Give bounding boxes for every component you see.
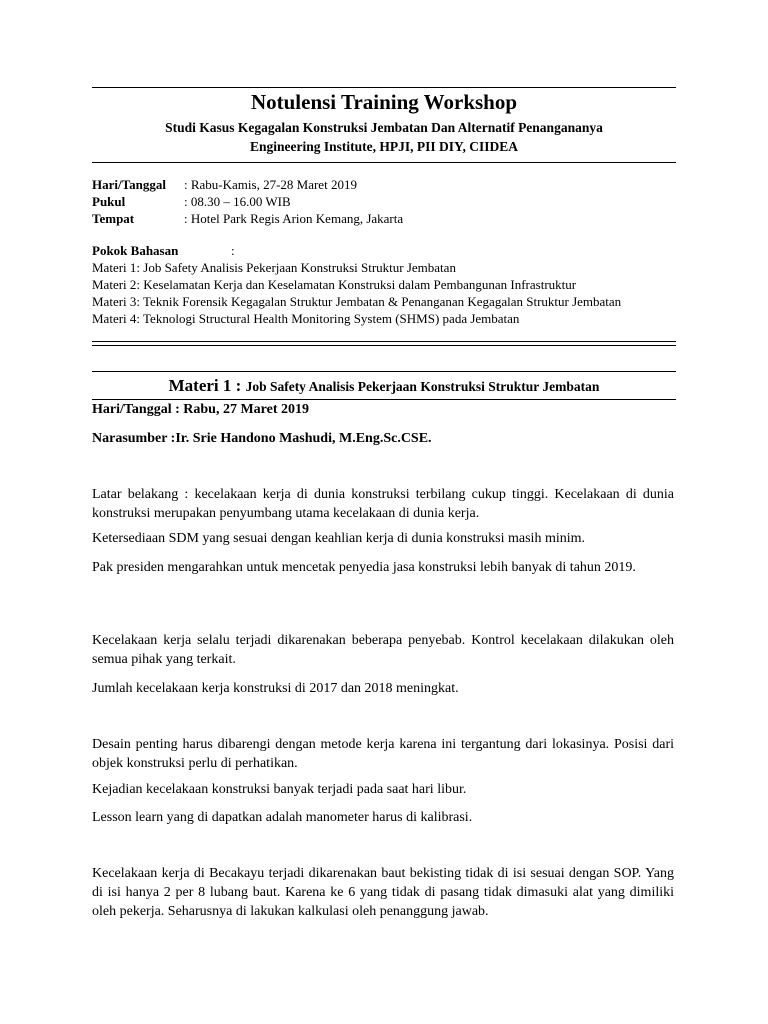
info-value: : Rabu-Kamis, 27-28 Maret 2019 [184, 177, 357, 192]
info-pukul [92, 193, 291, 210]
materi-top-rule [92, 371, 676, 372]
section-double-rule [92, 341, 676, 346]
header-divider [92, 162, 676, 163]
pokok-label: Pokok Bahasan [92, 243, 179, 258]
paragraph: Kejadian kecelakaan konstruksi banyak terjadi pada saat hari libur. [92, 782, 467, 797]
materi-1-title: Job Safety Analisis Pekerjaan Konstruksi Struktur Jembatan [245, 379, 600, 394]
paragraph: Desain penting harus dibarengi dengan metode kerja karena ini tergantung dari lokasinya. Posisi dari objek konstruksi perlu di perhatikan. [92, 737, 674, 771]
document-subtitle: Studi Kasus Kegagalan Konstruksi Jembatan Dan Alternatif Penangananya [165, 120, 603, 135]
info-label: Hari/Tanggal [92, 177, 166, 192]
paragraph: Kecelakaan kerja di Becakayu terjadi dikarenakan baut bekisting tidak di isi sesuai dengan SOP. Yang di isi hanya 2 per 8 lubang baut. Karena ke 6 yang tidak di pasang tidak dimasuki alat yang dimiliki oleh pekerja. Seharusnya di lakukan kalkulasi oleh penanggung jawab. [92, 866, 674, 919]
info-hari-tanggal [92, 176, 357, 193]
paragraph: Ketersediaan SDM yang sesuai dengan keahlian kerja di dunia konstruksi masih minim. [92, 531, 586, 546]
pokok-item: Materi 3: Teknik Forensik Kegagalan Struktur Jembatan & Penanganan Kegagalan Struktur Jembatan [92, 294, 622, 309]
materi-1-narasumber: Narasumber :Ir. Srie Handono Mashudi, M.Eng.Sc.CSE. [92, 431, 432, 446]
pokok-bahasan-heading [92, 242, 692, 259]
document-organizers: Engineering Institute, HPJI, PII DIY, CIIDEA [249, 139, 519, 154]
info-label: Pukul [92, 194, 126, 209]
paragraph: Pak presiden mengarahkan untuk mencetak penyedia jasa konstruksi lebih banyak di tahun 2019. [92, 560, 636, 575]
info-tempat [92, 210, 403, 227]
pokok-item: Materi 1: Job Safety Analisis Pekerjaan Konstruksi Struktur Jembatan [92, 260, 456, 275]
top-rule [92, 87, 676, 88]
materi-bottom-rule [92, 399, 676, 400]
pokok-item: Materi 2: Keselamatan Kerja dan Keselamatan Konstruksi dalam Pembangunan Infrastruktur [92, 277, 577, 292]
paragraph: Kecelakaan kerja selalu terjadi dikarenakan beberapa penyebab. Kontrol kecelakaan dilakukan oleh semua pihak yang terkait. [92, 633, 674, 667]
materi-1-date: Hari/Tanggal : Rabu, 27 Maret 2019 [92, 402, 310, 417]
pokok-colon: : [231, 243, 235, 258]
paragraph: Lesson learn yang di dapatkan adalah manometer harus di kalibrasi. [92, 810, 473, 825]
info-value: : Hotel Park Regis Arion Kemang, Jakarta [184, 211, 404, 226]
info-value: : 08.30 – 16.00 WIB [184, 194, 291, 209]
paragraph: Latar belakang : kecelakaan kerja di dunia konstruksi terbilang cukup tinggi. Kecelakaan di dunia konstruksi merupakan penyumbang utama kecelakaan di dunia kerja. [92, 487, 674, 521]
info-label: Tempat [92, 211, 135, 226]
paragraph: Jumlah kecelakaan kerja konstruksi di 2017 dan 2018 meningkat. [92, 681, 459, 696]
pokok-bahasan [92, 242, 692, 327]
materi-1-prefix: Materi 1 : [168, 376, 246, 395]
document-title: Notulensi Training Workshop [250, 90, 518, 114]
pokok-item: Materi 4: Teknologi Structural Health Monitoring System (SHMS) pada Jembatan [92, 311, 520, 326]
materi-1-heading [92, 376, 676, 396]
